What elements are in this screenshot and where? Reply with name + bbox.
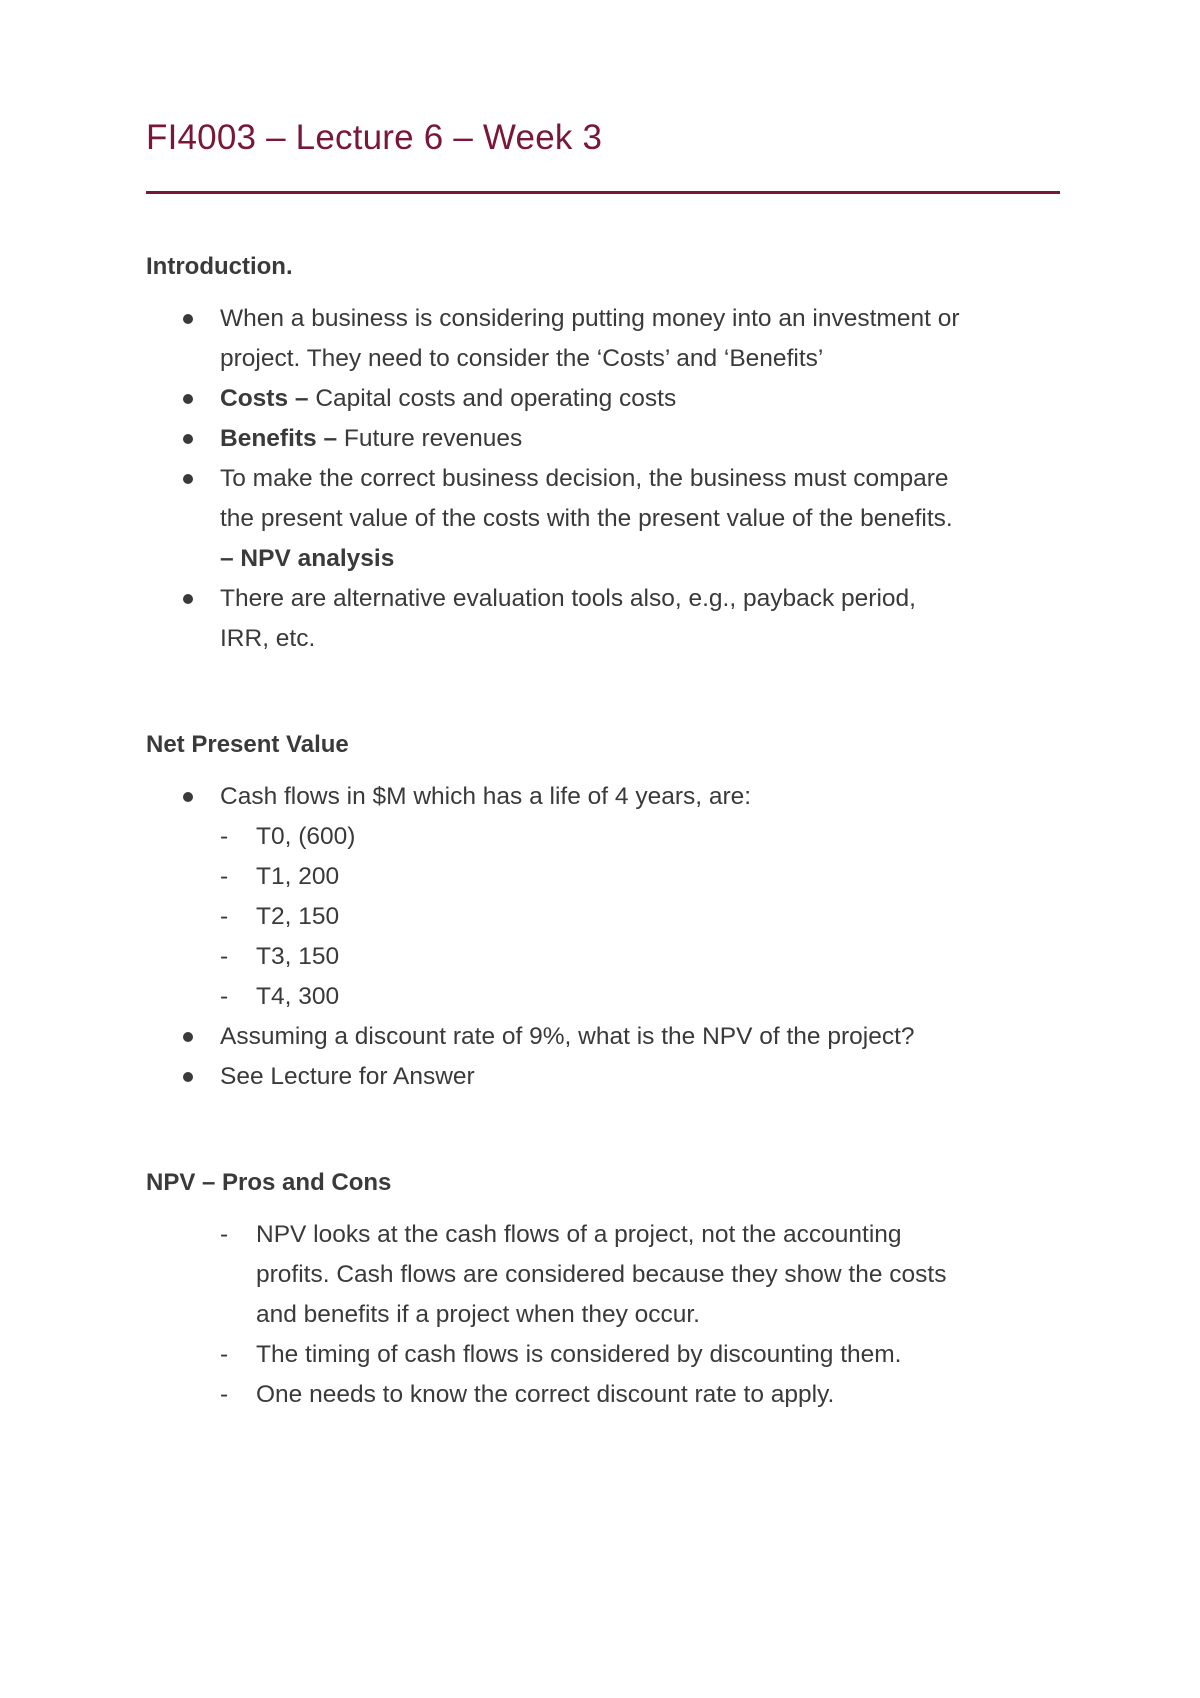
bullet-icon (183, 314, 193, 324)
cash-flow-item (146, 817, 1066, 857)
list-item-text: NPV looks at the cash flows of a project, not the accounting profits. Cash flows are considered because they show the costs and benefits if a project when they occur. (256, 1221, 947, 1328)
cash-flow-item (146, 937, 1066, 977)
list-item (146, 579, 1066, 659)
list-item (146, 459, 1066, 579)
bullet-list (146, 1017, 1066, 1097)
dash-marker: - (220, 863, 229, 890)
bullet-icon (183, 1032, 193, 1042)
list-item-text: To make the correct business decision, the business must compare the present value of the costs with the present value of the benefits. (220, 465, 953, 532)
bullet-list (146, 299, 1066, 659)
bullet-icon (183, 792, 193, 802)
bullet-list (146, 777, 1066, 817)
section-heading: Net Present Value (146, 731, 349, 758)
list-item (146, 1215, 1066, 1335)
list-item-text: There are alternative evaluation tools also, e.g., payback period, IRR, etc. (220, 585, 916, 652)
list-item (146, 1057, 1066, 1097)
page-title: FI4003 – Lecture 6 – Week 3 (146, 118, 603, 157)
cash-flow-text: T0, (600) (256, 823, 356, 850)
list-item (146, 1375, 1066, 1415)
list-item (146, 299, 1066, 379)
pros-cons-list (146, 1215, 1066, 1415)
list-item (146, 1335, 1066, 1375)
dash-marker: - (220, 943, 229, 970)
section-net-present-value (146, 725, 1066, 1097)
bullet-icon (183, 594, 193, 604)
dash-marker: - (220, 903, 229, 930)
section-heading: Introduction. (146, 253, 293, 280)
section-pros-and-cons (146, 1163, 1066, 1415)
list-item-label: – NPV analysis (220, 545, 395, 572)
cash-flow-text: T4, 300 (256, 983, 340, 1010)
cash-flow-text: T2, 150 (256, 903, 340, 930)
list-item-text: The timing of cash flows is considered by discounting them. (256, 1341, 902, 1368)
list-item-text: Future revenues (337, 425, 523, 452)
list-item-label: Costs – (220, 385, 309, 412)
list-item-text: Capital costs and operating costs (308, 385, 677, 412)
dash-marker: - (220, 823, 229, 850)
cash-flow-item (146, 897, 1066, 937)
cash-flow-item (146, 857, 1066, 897)
cash-flow-text: T3, 150 (256, 943, 340, 970)
bullet-icon (183, 394, 193, 404)
list-item-label: Benefits – (220, 425, 338, 452)
bullet-icon (183, 474, 193, 484)
list-item-text: When a business is considering putting money into an investment or project. They need to consider the ‘Costs’ and ‘Benefits’ (220, 305, 960, 372)
list-item (146, 1017, 1066, 1057)
title-divider (146, 191, 1060, 194)
list-item-text: See Lecture for Answer (220, 1063, 475, 1090)
section-introduction (146, 247, 1066, 659)
list-item (146, 777, 1066, 817)
dash-marker: - (220, 1221, 229, 1248)
cash-flow-item (146, 977, 1066, 1017)
dash-marker: - (220, 1381, 229, 1408)
cash-flow-list (146, 817, 1066, 1017)
list-item-text: Cash flows in $M which has a life of 4 years, are: (220, 783, 752, 810)
dash-marker: - (220, 983, 229, 1010)
list-item (146, 419, 1066, 459)
bullet-icon (183, 434, 193, 444)
section-heading: NPV – Pros and Cons (146, 1169, 392, 1196)
dash-marker: - (220, 1341, 229, 1368)
bullet-icon (183, 1072, 193, 1082)
cash-flow-text: T1, 200 (256, 863, 340, 890)
list-item-text: Assuming a discount rate of 9%, what is the NPV of the project? (220, 1023, 915, 1050)
list-item-text: One needs to know the correct discount rate to apply. (256, 1381, 835, 1408)
list-item (146, 379, 1066, 419)
